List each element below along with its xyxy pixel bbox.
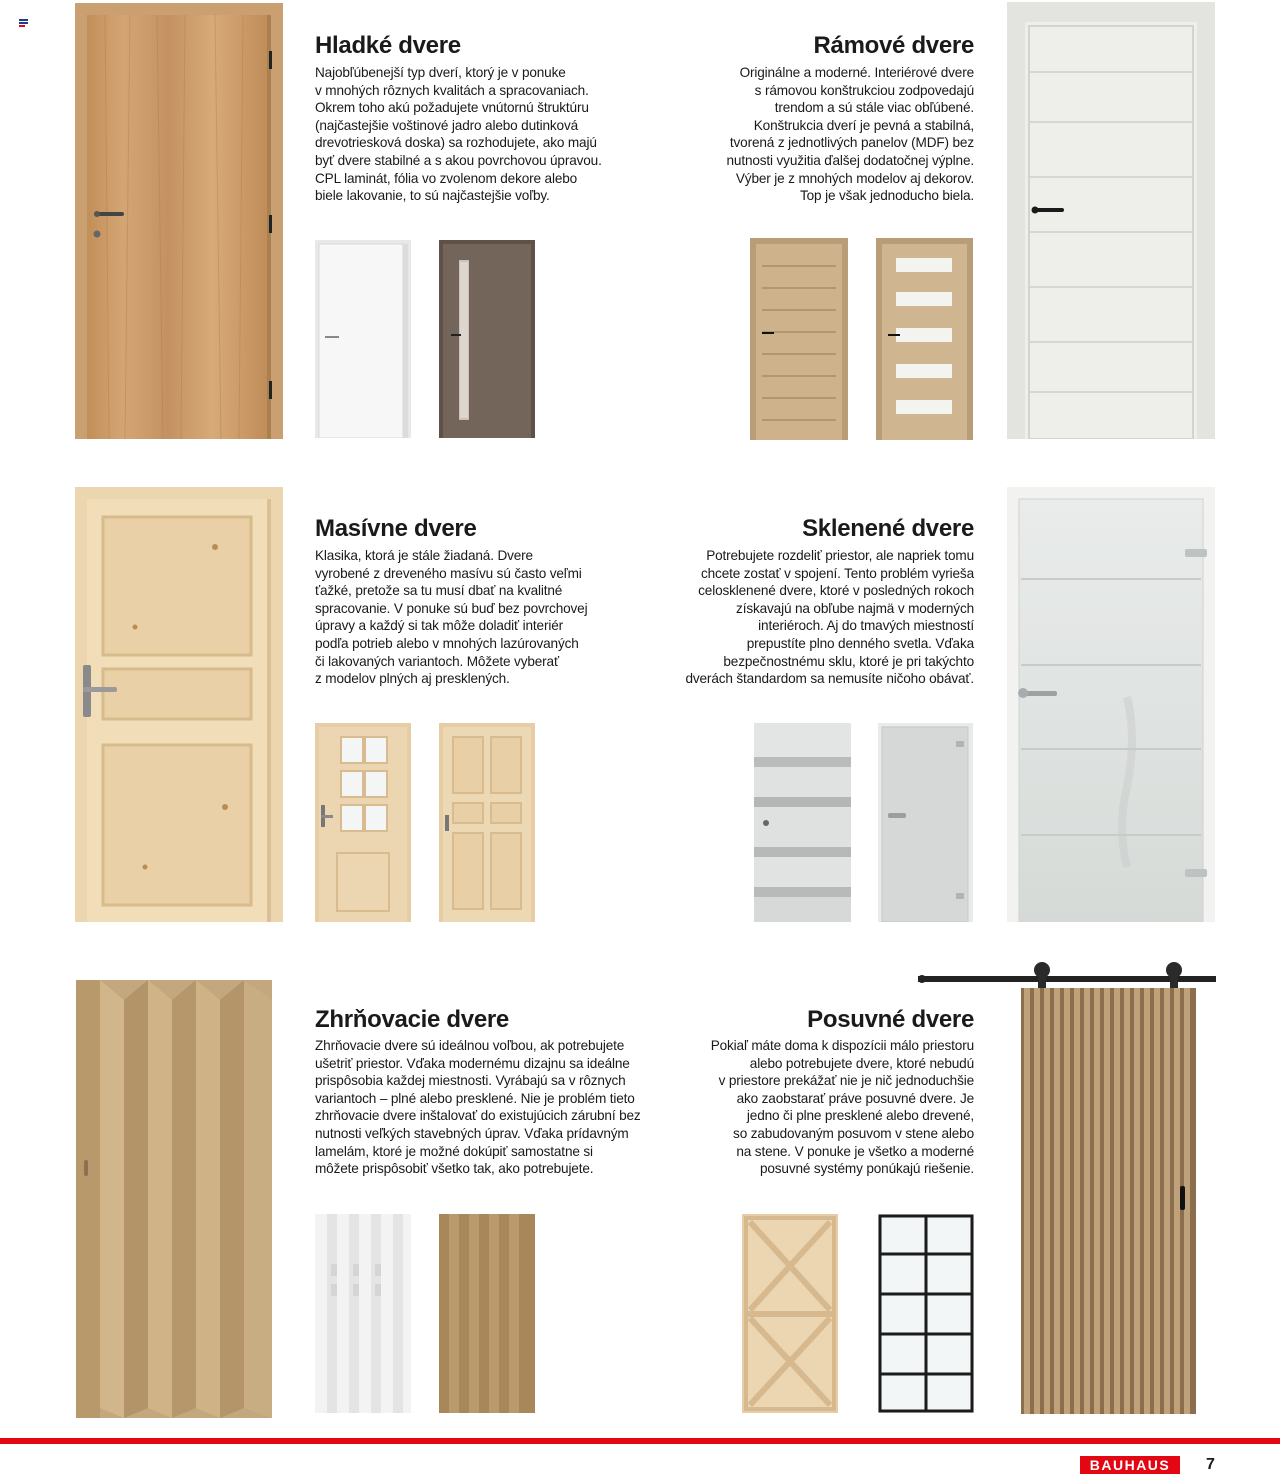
ramove-main-door-image: [1007, 2, 1215, 439]
ramove-glazed-door-thumb: [876, 238, 973, 440]
section-title-sklenene: Sklenené dvere: [802, 515, 974, 542]
masivne-solid-door-thumb: [439, 723, 535, 922]
footer-red-line: [0, 1438, 1280, 1444]
zhrnovacie-oak-folding-thumb: [439, 1214, 535, 1413]
corner-mark: [19, 19, 28, 26]
sklenene-striped-glass-thumb: [754, 723, 851, 922]
ramove-oak-door-thumb: [750, 238, 848, 440]
section-text-hladke: Najobľúbenejší typ dverí, ktorý je v ponuke v mnohých rôznych kvalitách a spracovaniach. Okrem toho akú požadujete vnútornú štruktúru (najčastejšie voštinové jadro alebo dutinková drevotriesková doska) sa rozhodujete, ako majú byť dvere stabilné a s akou povrchovou úpravou. CPL laminát, fólia vo zvolenom dekore alebo biele lakovanie, to sú najčastejšie voľby.: [315, 65, 602, 204]
section-title-hladke: Hladké dvere: [315, 32, 461, 59]
masivne-main-door-image: [75, 487, 283, 922]
sklenene-frosted-glass-thumb: [878, 723, 973, 922]
section-title-ramove: Rámové dvere: [813, 32, 974, 59]
section-title-posuvne: Posuvné dvere: [807, 1006, 974, 1033]
section-text-ramove: Originálne a moderné. Interiérové dvere s rámovou konštrukciou zodpovedajú trendom a sú stále viac obľúbené. Konštrukcia dverí je pevná a stabilná, tvorená z jednotlivých panelov (MDF) bez nutnosti využitia ďalšej dodatočnej výplne. Výber je z mnohých modelov aj dekorov. Top je však jednoducho biela.: [726, 65, 974, 204]
section-text-posuvne: Pokiaľ máte doma k dispozícii málo priestoru alebo potrebujete dvere, ktoré nebudú v priestore prekážať nie je nič jednoduchšie ako zaobstarať práve posuvné dvere. Je jedno či plne presklené alebo drevené, so zabudovaným posuvom v stene alebo na stene. V ponuke je všetko a moderné posuvné systémy ponúkajú riešenie.: [710, 1038, 974, 1177]
page-number: 7: [1206, 1456, 1215, 1473]
zhrnovacie-white-folding-thumb: [315, 1214, 411, 1413]
masivne-glazed-door-thumb: [315, 723, 411, 922]
posuvne-glass-grid-door-thumb: [878, 1214, 974, 1413]
posuvne-barn-door-thumb: [742, 1214, 838, 1413]
section-text-zhrnovacie: Zhrňovacie dvere sú ideálnou voľbou, ak potrebujete ušetriť priestor. Vďaka modernému dizajnu sa ideálne prispôsobia každej miestnosti. Vyrábajú sa v rôznych variantoch – plné alebo presklené. Nie je problém tieto zhrňovacie dvere inštalovať do existujúcich zárubní bez nutnosti veľkých stavebných úprav. Vďaka prídavným lamelám, ktoré je možné dokúpiť samostatne si môžete prispôsobiť všetko tak, ako potrebujete.: [315, 1038, 641, 1177]
section-title-zhrnovacie: Zhrňovacie dvere: [315, 1006, 509, 1033]
hladke-main-door-image: [75, 3, 283, 439]
hladke-white-door-thumb: [315, 240, 411, 438]
section-text-masivne: Klasika, ktorá je stále žiadaná. Dvere vyrobené z dreveného masívu sú často veľmi ťažké, pretože sa tu musí dbať na kvalitné spracovanie. V ponuke sú buď bez povrchovej úpravy a každý si tak môže doladiť interiér podľa potrieb alebo v mnohých lazúrovaných či lakovaných variantoch. Môžete vyberať z modelov plných aj presklených.: [315, 548, 588, 687]
bauhaus-logo: BAUHAUS: [1080, 1456, 1180, 1474]
zhrnovacie-main-door-image: [76, 980, 272, 1418]
section-title-masivne: Masívne dvere: [315, 515, 477, 542]
section-text-sklenene: Potrebujete rozdeliť priestor, ale napriek tomu chcete zostať v spojení. Tento problém vyrieša celosklenené dvere, ktoré v posledných rokoch získavajú na obľube najmä v moderných interiéroch. Aj do tmavých miestností prepustíte plno denného svetla. Vďaka bezpečnostnému sklu, ktoré je pri takýchto dverách štandardom sa nemusíte ničoho obávať.: [685, 548, 974, 687]
hladke-dark-glazed-door-thumb: [439, 240, 535, 438]
sklenene-main-door-image: [1007, 487, 1215, 922]
